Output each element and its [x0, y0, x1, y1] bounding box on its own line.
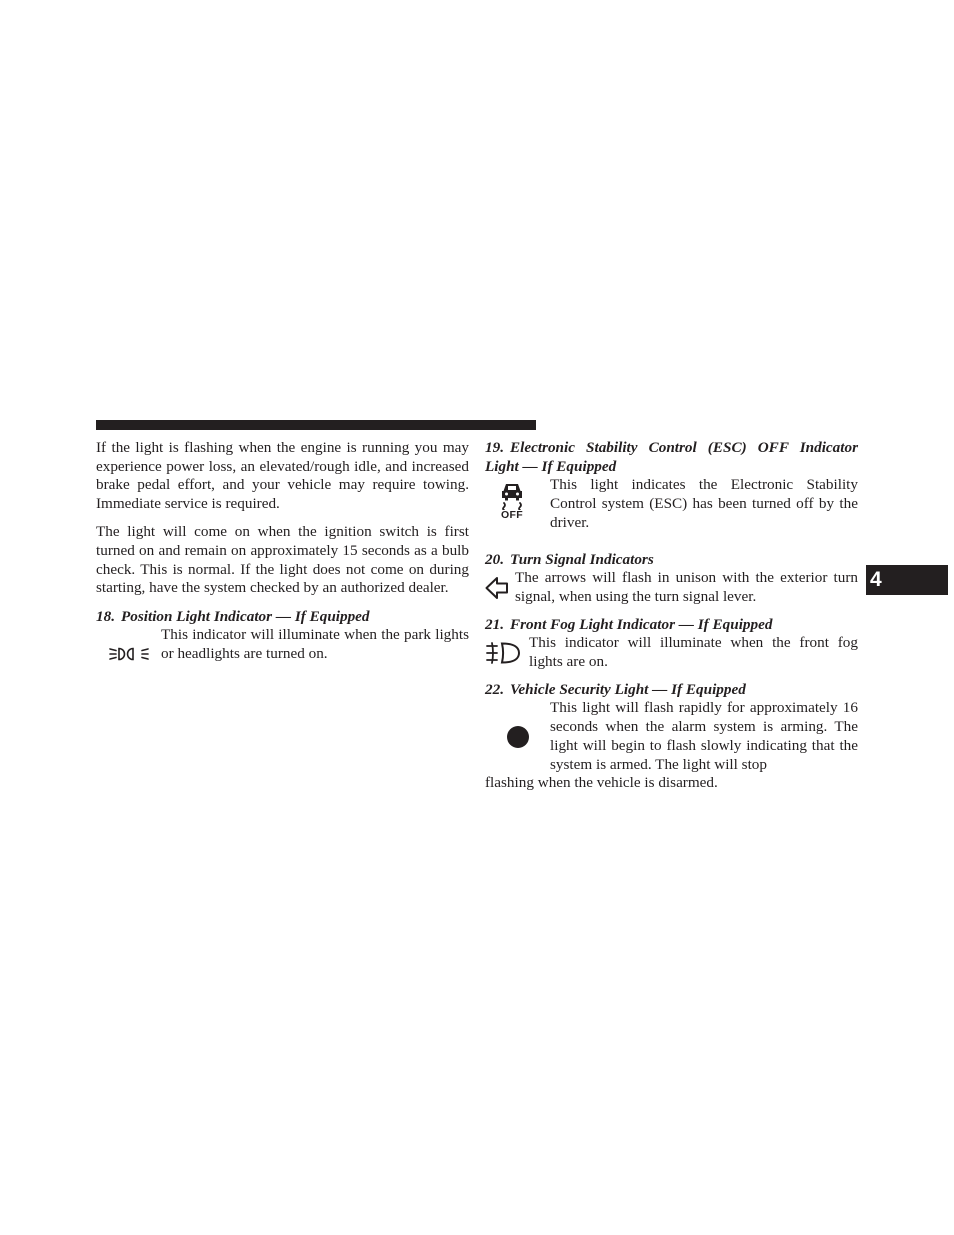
chapter-tab: 4: [866, 565, 948, 595]
item-21-heading: [485, 616, 858, 635]
item-19-heading: [485, 439, 858, 476]
section-top-rule: [96, 420, 536, 430]
item-18-number: 18.: [96, 607, 115, 625]
item-18-body: [96, 626, 469, 682]
left-column: [96, 439, 469, 682]
bulb-check-paragraph: The light will come on when the ignition switch is first turned on and remain on approximately 15 seconds as a bulb check. This is normal. If the light does not come on during starting, have the system checked by an authorized dealer.: [96, 523, 469, 597]
item-18-text: This indicator will illuminate when the park lights or headlights are turned on.: [161, 626, 469, 663]
security-light-dot-icon: [485, 699, 550, 774]
item-20-text: The arrows will flash in unison with the exterior turn signal, when using the turn signal lever.: [515, 569, 858, 605]
item-20-number: 20.: [485, 550, 504, 568]
item-22-body: [485, 699, 858, 774]
item-20-body: [485, 569, 858, 606]
item-18-title: Position Light Indicator — If Equipped: [120, 607, 370, 625]
item-19-text: This light indicates the Electronic Stability Control system (ESC) has been turned off by the driver.: [550, 476, 858, 531]
item-19-body: [485, 476, 858, 532]
item-20-heading: [485, 551, 858, 570]
item-21-body: [485, 634, 858, 671]
item-21-number: 21.: [485, 615, 504, 633]
item-21-text: This indicator will illuminate when the front fog lights are on.: [529, 634, 858, 671]
item-22-text-tail: flashing when the vehicle is disarmed.: [485, 774, 718, 792]
esc-off-icon-label: OFF: [501, 508, 523, 521]
item-22-number: 22.: [485, 680, 504, 698]
turn-signal-arrow-icon: [485, 569, 515, 606]
front-fog-light-icon: [485, 634, 529, 671]
esc-off-icon: [485, 476, 539, 526]
item-18-heading: [96, 608, 469, 627]
position-light-icon: [96, 626, 161, 682]
item-22-heading: [485, 681, 858, 700]
engine-flash-paragraph: If the light is flashing when the engine is running you may experience power loss, an elevated/rough idle, and increased brake pedal effort, and your vehicle may require towing. Immediate service is required.: [96, 439, 469, 513]
item-22-text: This light will flash rapidly for approximately 16 seconds when the alarm system is arming. The light will begin to flash slowly indicating that the system is armed. The light will stop: [550, 699, 858, 773]
item-19-number: 19.: [485, 439, 504, 456]
item-20-title: Turn Signal Indicators: [509, 550, 654, 568]
item-21-title: Front Fog Light Indicator — If Equipped: [509, 615, 773, 633]
right-column: [485, 439, 858, 793]
item-19-title: Electronic Stability Control (ESC) OFF Indicator Light — If Equipped: [485, 439, 858, 475]
item-22-title: Vehicle Security Light — If Equipped: [509, 680, 746, 698]
